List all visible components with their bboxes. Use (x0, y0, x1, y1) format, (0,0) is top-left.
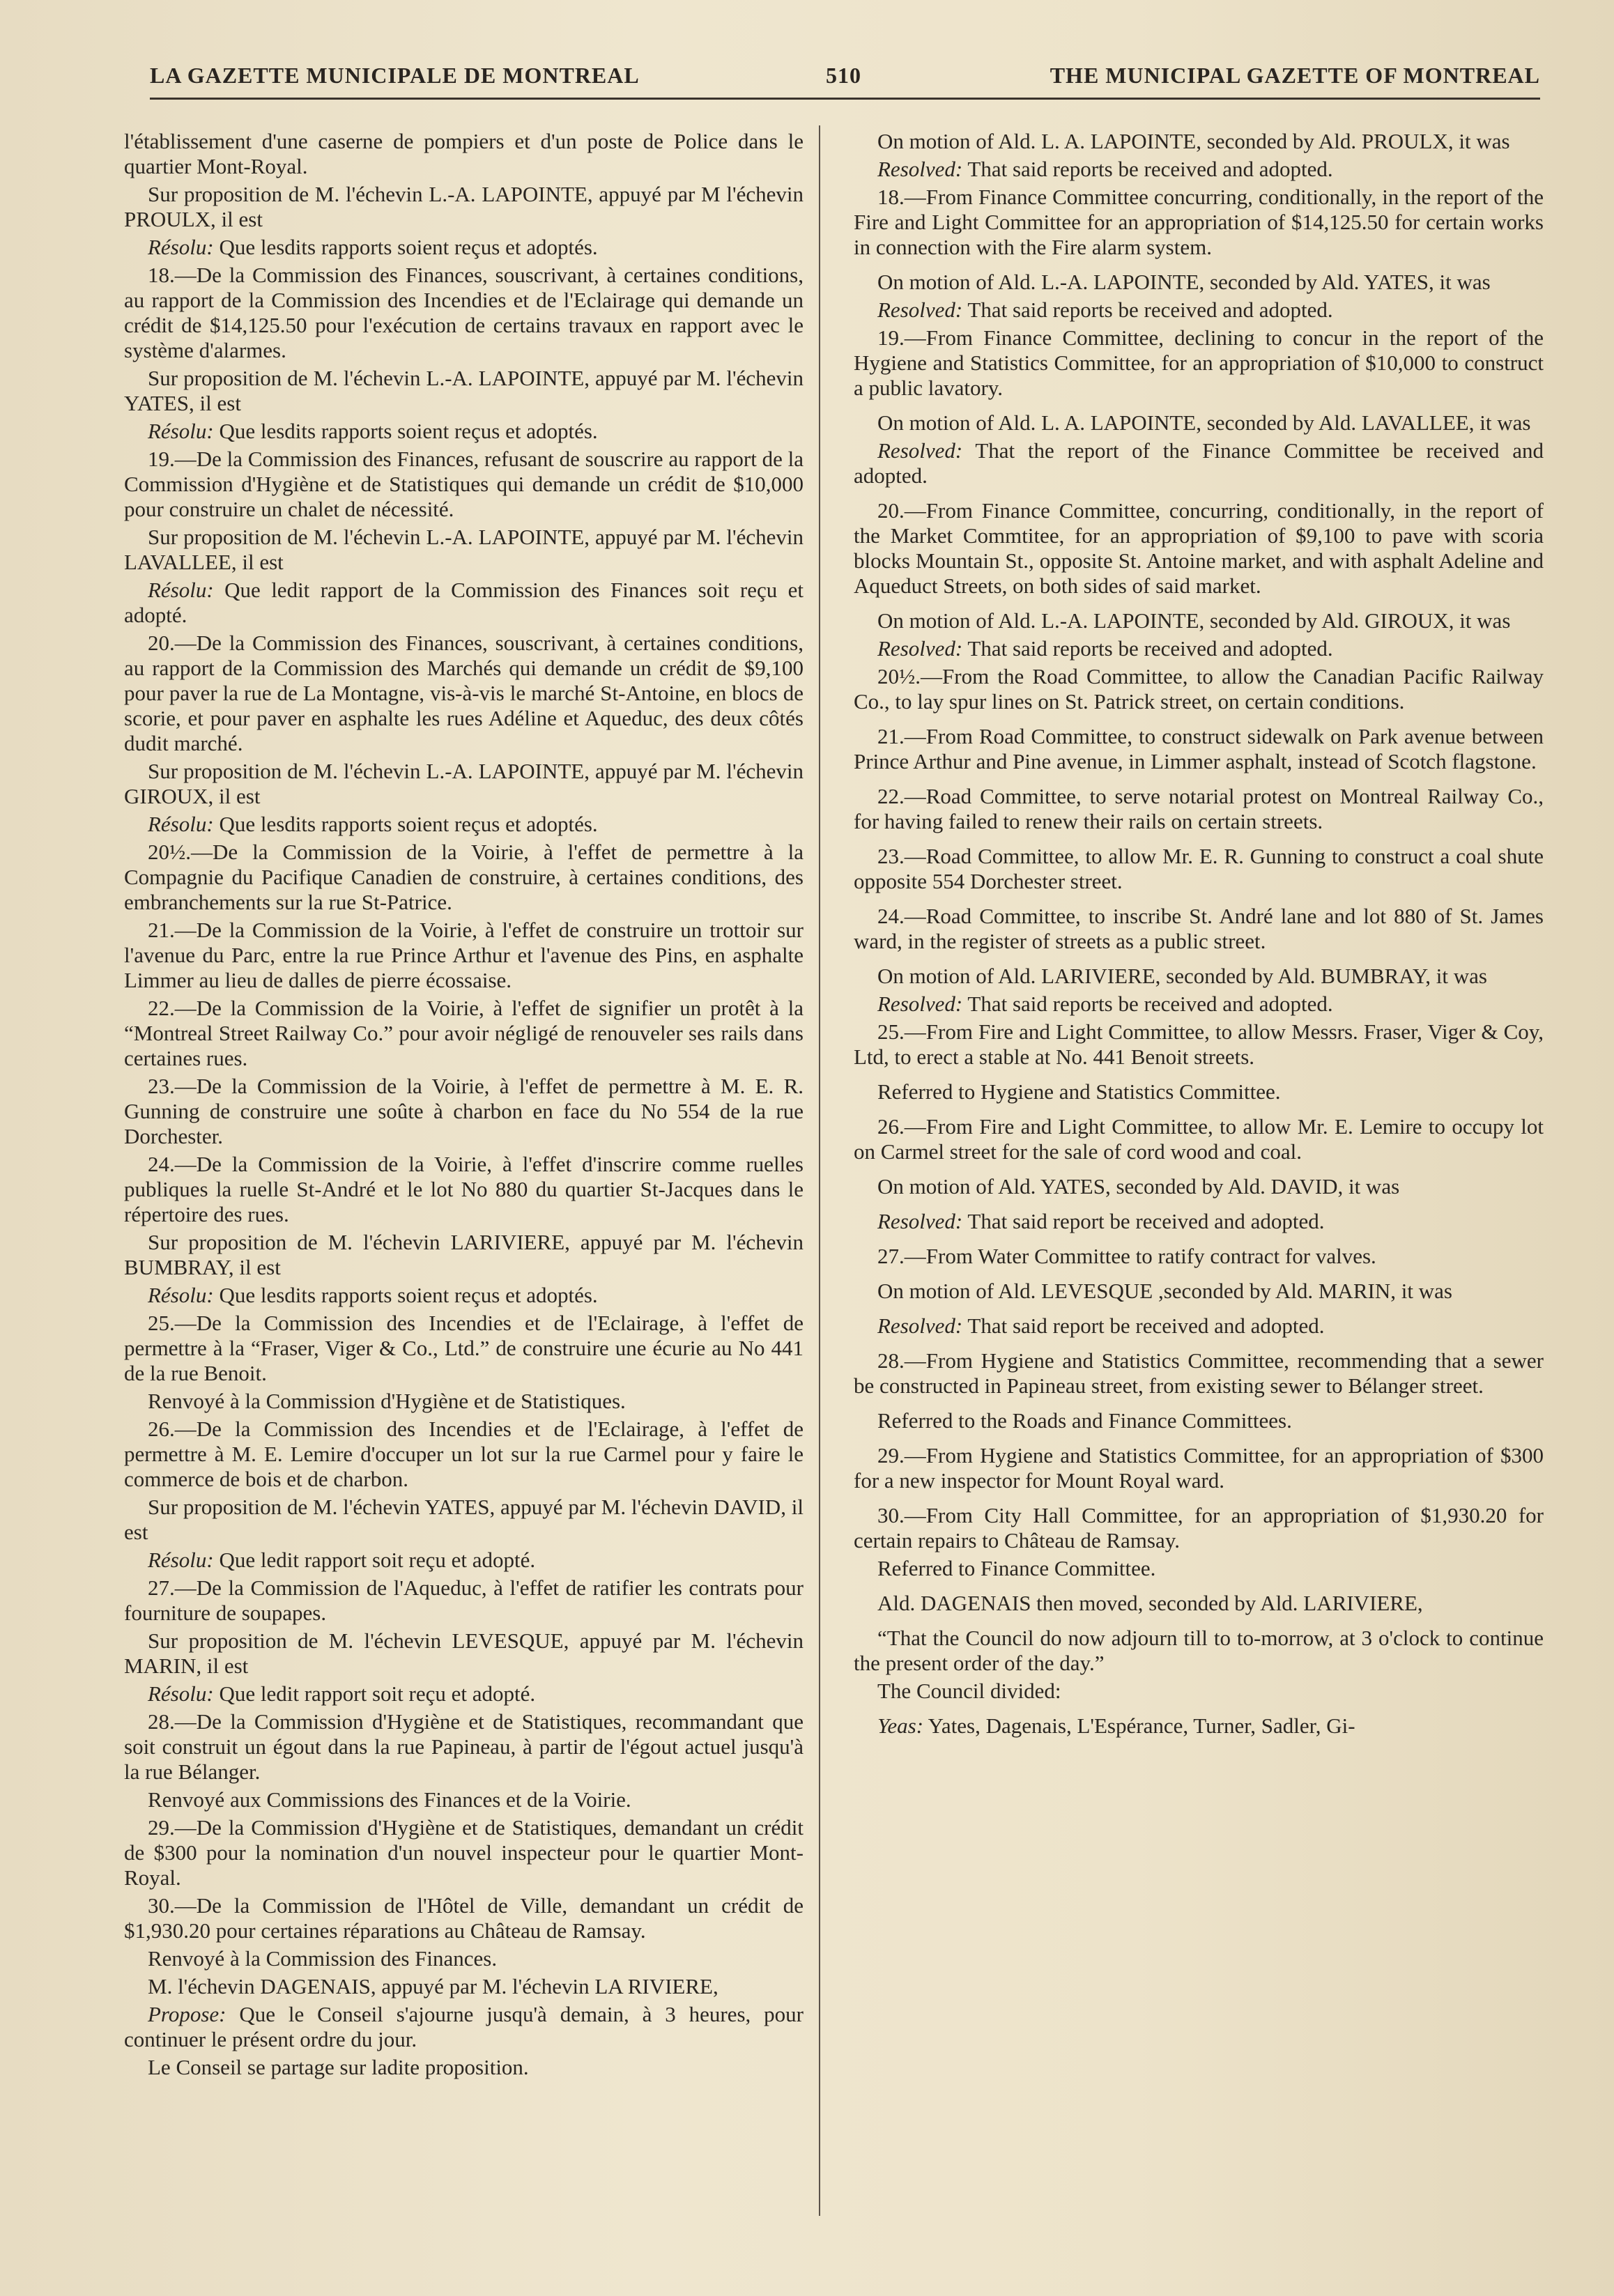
paragraph (124, 1495, 804, 1545)
page-number: 510 (826, 63, 861, 88)
resolution-label: Résolu: (148, 1548, 214, 1572)
paragraph-text: Referred to Finance Committee. (877, 1556, 1156, 1580)
paragraph (854, 1079, 1544, 1104)
paragraph-text: Sur proposition de M. l'échevin LARIVIERE, appuyé par M. l'échevin BUMBRAY, il est (124, 1230, 804, 1279)
paragraph (124, 129, 804, 179)
resolution-label: Résolu: (148, 419, 214, 443)
paragraph-text: 28.—From Hygiene and Statistics Committee, recommending that a sewer be constructed in Papineau street, from existing sewer to Bélanger street. (854, 1348, 1544, 1398)
paragraph-text: Yates, Dagenais, L'Espérance, Turner, Sadler, Gi- (923, 1713, 1355, 1738)
paragraph (124, 366, 804, 416)
resolution-label: Resolved: (877, 298, 963, 322)
paragraph-text: Sur proposition de M. l'échevin L.-A. LAPOINTE, appuyé par M. l'échevin YATES, il est (124, 366, 804, 415)
paragraph (854, 1713, 1544, 1739)
paragraph-text: 19.—De la Commission des Finances, refusant de souscrire au rapport de la Commission d'Hygiène et de Statistiques qui demande un crédit de $10,000 pour construire un chalet de nécessité. (124, 447, 804, 521)
paragraph-text: Que lesdits rapports soient reçus et adoptés. (213, 235, 598, 259)
resolution-label: Propose: (148, 2002, 226, 2026)
paragraph (124, 419, 804, 444)
header-french-title: LA GAZETTE MUNICIPALE DE MONTREAL (150, 63, 640, 88)
paragraph (854, 1114, 1544, 1164)
paragraph-text: 22.—De la Commission de la Voirie, à l'effet de signifier un protêt à la “Montreal Street Railway Co.” pour avoir négligé de renouveler ses rails dans certaines rues. (124, 996, 804, 1070)
paragraph (124, 1974, 804, 1999)
paragraph-text: Que lesdits rapports soient reçus et adoptés. (213, 812, 598, 836)
paragraph-text: Renvoyé à la Commission d'Hygiène et de Statistiques. (148, 1389, 626, 1413)
resolution-label: Résolu: (148, 812, 214, 836)
column-divider (819, 125, 820, 2216)
paragraph (124, 1283, 804, 1308)
paragraph-text: Ald. DAGENAIS then moved, seconded by Ald. LARIVIERE, (877, 1591, 1423, 1615)
paragraph (854, 1408, 1544, 1433)
paragraph (124, 1681, 804, 1706)
paragraph (854, 1556, 1544, 1581)
paragraph (124, 840, 804, 915)
paragraph (854, 1591, 1544, 1616)
paragraph-text: Que ledit rapport de la Commission des Finances soit reçu et adopté. (124, 578, 804, 627)
paragraph-text: That said reports be received and adopted. (962, 992, 1333, 1016)
paragraph-text: 20½.—De la Commission de la Voirie, à l'effet de permettre à la Compagnie du Pacifique Canadien de construire, à certaines conditions, des embranchements sur la rue St-Patrice. (124, 840, 804, 914)
paragraph (854, 1348, 1544, 1399)
paragraph-text: 26.—From Fire and Light Committee, to allow Mr. E. Lemire to occupy lot on Carmel street for the sale of cord wood and coal. (854, 1114, 1544, 1164)
paragraph-text: “That the Council do now adjourn till to to-morrow, at 3 o'clock to continue the present order of the day.” (854, 1626, 1544, 1675)
paragraph (124, 447, 804, 522)
paragraph-text: 18.—De la Commission des Finances, souscrivant, à certaines conditions, au rapport de la Commission des Incendies et de l'Eclairage qui demande un crédit de $14,125.50 pour l'exécution de certains travaux en rapport avec le système d'alarmes. (124, 263, 804, 362)
paragraph-text: l'établissement d'une caserne de pompiers et d'un poste de Police dans le quartier Mont-Royal. (124, 129, 804, 178)
paragraph-text: On motion of Ald. LEVESQUE ,seconded by Ald. MARIN, it was (877, 1279, 1452, 1303)
paragraph-text: Que le Conseil s'ajourne jusqu'à demain, à 3 heures, pour continuer le présent ordre du jour. (124, 2002, 804, 2051)
paragraph (124, 182, 804, 232)
paragraph (124, 1787, 804, 1812)
paragraph-text: 27.—De la Commission de l'Aqueduc, à l'effet de ratifier les contrats pour fourniture de soupapes. (124, 1575, 804, 1625)
paragraph (124, 918, 804, 993)
paragraph (854, 636, 1544, 661)
paragraph (124, 235, 804, 260)
paragraph (124, 1709, 804, 1785)
paragraph (854, 1279, 1544, 1304)
resolution-label: Resolved: (877, 438, 963, 463)
paragraph-text: 20.—From Finance Committee, concurring, conditionally, in the report of the Market Commtitee, for an appropriation of $9,100 to pave with scoria blocks Mountain St., opposite St. Antoine market, and with asphalt Adeline and Aqueduct Streets, on both sides of said market. (854, 498, 1544, 598)
paragraph (854, 964, 1544, 989)
paragraph-text: 23.—De la Commission de la Voirie, à l'effet de permettre à M. E. R. Gunning de construire une soûte à charbon en face du No 554 de la rue Dorchester. (124, 1074, 804, 1148)
resolution-label: Resolved: (877, 157, 963, 181)
paragraph (854, 410, 1544, 436)
paragraph-text: On motion of Ald. YATES, seconded by Ald. DAVID, it was (877, 1174, 1400, 1199)
paragraph-text: The Council divided: (877, 1679, 1061, 1703)
resolution-label: Résolu: (148, 578, 214, 602)
paragraph (854, 438, 1544, 488)
resolution-label: Résolu: (148, 235, 214, 259)
paragraph-text: That said reports be received and adopted. (962, 157, 1333, 181)
paragraph-text: 21.—De la Commission de la Voirie, à l'effet de construire un trottoir sur l'avenue du Parc, entre la rue Prince Arthur et l'avenue des Pins, en asphalte Limmer au lieu de dalles de pierre écossaise. (124, 918, 804, 992)
paragraph-text: 23.—Road Committee, to allow Mr. E. R. Gunning to construct a coal shute opposite 554 Dorchester street. (854, 844, 1544, 893)
paragraph (124, 1417, 804, 1492)
paragraph (124, 1389, 804, 1414)
header-english-title: THE MUNICIPAL GAZETTE OF MONTREAL (1050, 63, 1540, 88)
paragraph-text: 29.—From Hygiene and Statistics Committee, for an appropriation of $300 for a new inspector for Mount Royal ward. (854, 1443, 1544, 1493)
paragraph (124, 2055, 804, 2080)
paragraph (124, 1893, 804, 1943)
resolution-label: Résolu: (148, 1681, 214, 1706)
paragraph (854, 498, 1544, 599)
paragraph-text: Sur proposition de M. l'échevin L.-A. LAPOINTE, appuyé par M l'échevin PROULX, il est (124, 182, 804, 231)
paragraph (854, 784, 1544, 834)
paragraph (124, 1311, 804, 1386)
paragraph-text: 21.—From Road Committee, to construct sidewalk on Park avenue between Prince Arthur and Pine avenue, in Limmer asphalt, instead of Scotch flagstone. (854, 724, 1544, 773)
paragraph (124, 578, 804, 628)
paragraph (854, 1313, 1544, 1339)
paragraph-text: That said report be received and adopted. (962, 1313, 1325, 1338)
paragraph-text: That said reports be received and adopted. (962, 298, 1333, 322)
paragraph-text: That the report of the Finance Committee be received and adopted. (854, 438, 1544, 488)
paragraph (854, 1019, 1544, 1070)
paragraph (124, 1230, 804, 1280)
paragraph (854, 904, 1544, 954)
paragraph-text: 25.—From Fire and Light Committee, to allow Messrs. Fraser, Viger & Coy, Ltd, to erect a stable at No. 441 Benoit streets. (854, 1019, 1544, 1069)
paragraph (124, 812, 804, 837)
paragraph-text: Le Conseil se partage sur ladite proposition. (148, 2055, 529, 2079)
paragraph (854, 1209, 1544, 1234)
paragraph-text: Que lesdits rapports soient reçus et adoptés. (213, 1283, 598, 1307)
paragraph-text: Que ledit rapport soit reçu et adopté. (213, 1681, 536, 1706)
paragraph (124, 1074, 804, 1149)
paragraph-text: M. l'échevin DAGENAIS, appuyé par M. l'échevin LA RIVIERE, (148, 1974, 718, 1998)
paragraph-text: Sur proposition de M. l'échevin YATES, appuyé par M. l'échevin DAVID, il est (124, 1495, 804, 1544)
resolution-label: Résolu: (148, 1283, 214, 1307)
paragraph-text: 27.—From Water Committee to ratify contract for valves. (877, 1244, 1376, 1268)
paragraph (124, 1628, 804, 1679)
paragraph-text: Sur proposition de M. l'échevin L.-A. LAPOINTE, appuyé par M. l'échevin GIROUX, il est (124, 759, 804, 808)
french-column (124, 129, 804, 2083)
paragraph (854, 724, 1544, 774)
paragraph-text: 18.—From Finance Committee concurring, conditionally, in the report of the Fire and Light Committee for an appropriation of $14,125.50 for certain works in connection with the Fire alarm system. (854, 185, 1544, 259)
resolution-label: Resolved: (877, 1209, 963, 1233)
paragraph (124, 759, 804, 809)
paragraph-text: 25.—De la Commission des Incendies et de l'Eclairage, à l'effet de permettre à la “Fraser, Viger & Co., Ltd.” de construire une écurie au No 441 de la rue Benoit. (124, 1311, 804, 1385)
paragraph (854, 185, 1544, 260)
paragraph (854, 1443, 1544, 1493)
paragraph (124, 1152, 804, 1227)
paragraph (124, 631, 804, 756)
paragraph (124, 525, 804, 575)
paragraph-text: That said report be received and adopted. (962, 1209, 1325, 1233)
paragraph (124, 263, 804, 363)
paragraph (854, 1244, 1544, 1269)
paragraph (124, 996, 804, 1071)
paragraph-text: 24.—Road Committee, to inscribe St. André lane and lot 880 of St. James ward, in the register of streets as a public street. (854, 904, 1544, 953)
paragraph (854, 844, 1544, 894)
paragraph-text: 19.—From Finance Committee, declining to concur in the report of the Hygiene and Statistics Committee, for an appropriation of $10,000 to construct a public lavatory. (854, 325, 1544, 400)
paragraph-text: On motion of Ald. L. A. LAPOINTE, seconded by Ald. PROULX, it was (877, 129, 1510, 153)
paragraph-text: 26.—De la Commission des Incendies et de l'Eclairage, à l'effet de permettre à M. E. Lemire d'occuper un lot sur la rue Carmel pour y faire le commerce de bois et de charbon. (124, 1417, 804, 1491)
paragraph (854, 608, 1544, 633)
paragraph (854, 270, 1544, 295)
paragraph (854, 325, 1544, 401)
paragraph (854, 298, 1544, 323)
paragraph-text: On motion of Ald. LARIVIERE, seconded by Ald. BUMBRAY, it was (877, 964, 1487, 988)
paragraph (854, 1679, 1544, 1704)
paragraph-text: 28.—De la Commission d'Hygiène et de Statistiques, recommandant que soit construit un égout dans la rue Papineau, à partir de l'égout actuel jusqu'à la rue Bélanger. (124, 1709, 804, 1784)
paragraph-text: 24.—De la Commission de la Voirie, à l'effet d'inscrire comme ruelles publiques la ruelle St-André et le lot No 880 du quartier St-Jacques dans le répertoire des rues. (124, 1152, 804, 1226)
paragraph-text: On motion of Ald. L. A. LAPOINTE, seconded by Ald. LAVALLEE, it was (877, 410, 1531, 435)
paragraph-text: 30.—From City Hall Committee, for an appropriation of $1,930.20 for certain repairs to Château de Ramsay. (854, 1503, 1544, 1553)
resolution-label: Resolved: (877, 1313, 963, 1338)
paragraph (854, 157, 1544, 182)
paragraph-text: Referred to Hygiene and Statistics Committee. (877, 1079, 1281, 1104)
paragraph-text: 22.—Road Committee, to serve notarial protest on Montreal Railway Co., for having failed to renew their rails on certain streets. (854, 784, 1544, 833)
resolution-label: Resolved: (877, 636, 963, 661)
paragraph-text: Que ledit rapport soit reçu et adopté. (213, 1548, 536, 1572)
paragraph (124, 1815, 804, 1890)
paragraph-text: On motion of Ald. L.-A. LAPOINTE, seconded by Ald. YATES, it was (877, 270, 1491, 294)
paragraph (124, 1946, 804, 1971)
paragraph-text: On motion of Ald. L.-A. LAPOINTE, seconded by Ald. GIROUX, it was (877, 608, 1511, 633)
paragraph-text: Renvoyé à la Commission des Finances. (148, 1946, 498, 1971)
paragraph (854, 1174, 1544, 1199)
paragraph-text: Sur proposition de M. l'échevin LEVESQUE, appuyé par M. l'échevin MARIN, il est (124, 1628, 804, 1678)
paragraph-text: Referred to the Roads and Finance Committees. (877, 1408, 1292, 1433)
resolution-label: Yeas: (877, 1713, 924, 1738)
paragraph-text: Que lesdits rapports soient reçus et adoptés. (213, 419, 598, 443)
paragraph (124, 1575, 804, 1626)
paragraph (854, 992, 1544, 1017)
paragraph-text: Renvoyé aux Commissions des Finances et de la Voirie. (148, 1787, 631, 1812)
paragraph (854, 129, 1544, 154)
english-column (854, 129, 1544, 1741)
resolution-label: Resolved: (877, 992, 963, 1016)
paragraph-text: 20.—De la Commission des Finances, souscrivant, à certaines conditions, au rapport de la Commission des Marchés qui demande un crédit de $9,100 pour paver la rue de La Montagne, vis-à-vis le marché St-Antoine, en blocs de scorie, et pour paver en asphalte les rues Adéline et Aqueduc, des deux côtés dudit marché. (124, 631, 804, 755)
paragraph (854, 664, 1544, 714)
paragraph (854, 1626, 1544, 1676)
paragraph (124, 1548, 804, 1573)
paragraph-text: 29.—De la Commission d'Hygiène et de Statistiques, demandant un crédit de $300 pour la nomination d'un nouvel inspecteur pour le quartier Mont-Royal. (124, 1815, 804, 1890)
paragraph-text: 30.—De la Commission de l'Hôtel de Ville, demandant un crédit de $1,930.20 pour certaines réparations au Château de Ramsay. (124, 1893, 804, 1943)
paragraph-text: That said reports be received and adopted. (962, 636, 1333, 661)
paragraph (854, 1503, 1544, 1553)
paragraph-text: 20½.—From the Road Committee, to allow the Canadian Pacific Railway Co., to lay spur lines on St. Patrick street, on certain conditions. (854, 664, 1544, 714)
paragraph (124, 2002, 804, 2052)
header-rule (150, 98, 1540, 100)
page-header (150, 56, 1540, 105)
paragraph-text: Sur proposition de M. l'échevin L.-A. LAPOINTE, appuyé par M. l'échevin LAVALLEE, il est (124, 525, 804, 574)
